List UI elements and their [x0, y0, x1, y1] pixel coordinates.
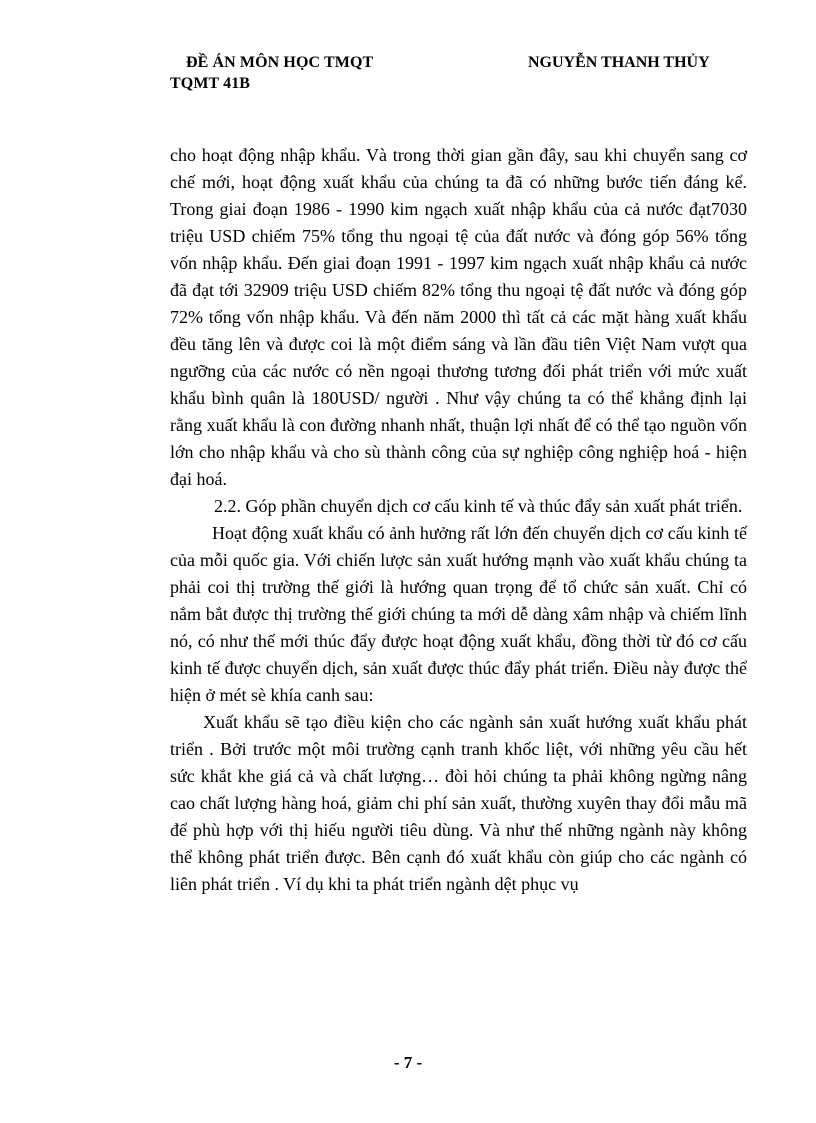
page-number: - 7 -	[393, 1053, 423, 1072]
section-heading: 2.2. Góp phần chuyển dịch cơ cấu kinh tế và thúc đẩy sản xuất phát triển.	[214, 496, 743, 516]
class-code: TQMT 41B	[170, 75, 251, 92]
author-name: NGUYỄN THANH THỦY	[528, 54, 710, 71]
paragraph: cho hoạt động nhập khẩu. Và trong thời gian gần đây, sau khi chuyển sang cơ chế mới, hoạt động xuất khẩu của chúng ta đã có những bước tiến đáng kể. Trong giai đoạn 1986 - 1990 kim ngạch xuất nhập khẩu của cả nước đạt7030 triệu USD chiếm 75% tổng thu ngoại tệ của đất nước và đóng góp 56% tổng vốn nhập khẩu. Đến giai đoạn 1991 - 1997 kim ngạch xuất nhập khẩu cả nước đã đạt tới 32909 triệu USD chiếm 82% tổng thu ngoại tệ đất nước và đóng góp 72% tổng vốn nhập khẩu. Và đến năm 2000 thì tất cả các mặt hàng xuất khẩu đều tăng lên và được coi là một điểm sáng và lần đầu tiên Việt Nam vượt qua ngưỡng của các nước có nền ngoại thương tương đối phát triển với mức xuất khẩu bình quân là 180USD/ người . Như vậy chúng ta có thể khẳng định lại rằng xuất khẩu là con đường nhanh nhất, thuận lợi nhất để có thể tạo nguồn vốn lớn cho nhập khẩu và cho sù thành công của sự nghiệp công nghiệp hoá - hiện đại hoá.	[170, 145, 747, 489]
course-title: ĐỀ ÁN MÔN HỌC TMQT	[186, 54, 374, 71]
paragraph: Xuất khẩu sẽ tạo điều kiện cho các ngành sản xuất hướng xuất khẩu phát triển . Bởi trước một môi trường cạnh tranh khốc liệt, với những yêu cầu hết sức khắt khe giá cả và chất lượng… đòi hỏi chúng ta phải không ngừng nâng cao chất lượng hàng hoá, giảm chi phí sản xuất, thường xuyên thay đổi mẫu mã để phù hợp với thị hiếu người tiêu dùng. Và như thế những ngành này không thể không phát triển được. Bên cạnh đó xuất khẩu còn giúp cho các ngành có liên phát triển . Ví dụ khi ta phát triển ngành dệt phục vụ	[170, 712, 747, 894]
paragraph: Hoạt động xuất khẩu có ảnh hưởng rất lớn đến chuyển dịch cơ cấu kinh tế của mỗi quốc gia. Với chiến lược sản xuất hướng mạnh vào xuất khẩu chúng ta phải coi thị trường thế giới là hướng quan trọng để tổ chức sản xuất. Chỉ có nắm bắt được thị trường thế giới chúng ta mới dễ dàng xâm nhập và chiếm lĩnh nó, có như thế mới thúc đẩy được hoạt động xuất khẩu, đồng thời từ đó cơ cấu kinh tế được chuyển dịch, sản xuất được thúc đẩy phát triển. Điều này được thể hiện ở mét sè khía canh sau:	[170, 523, 747, 705]
header-left-block	[170, 52, 373, 94]
document-body	[170, 142, 747, 898]
